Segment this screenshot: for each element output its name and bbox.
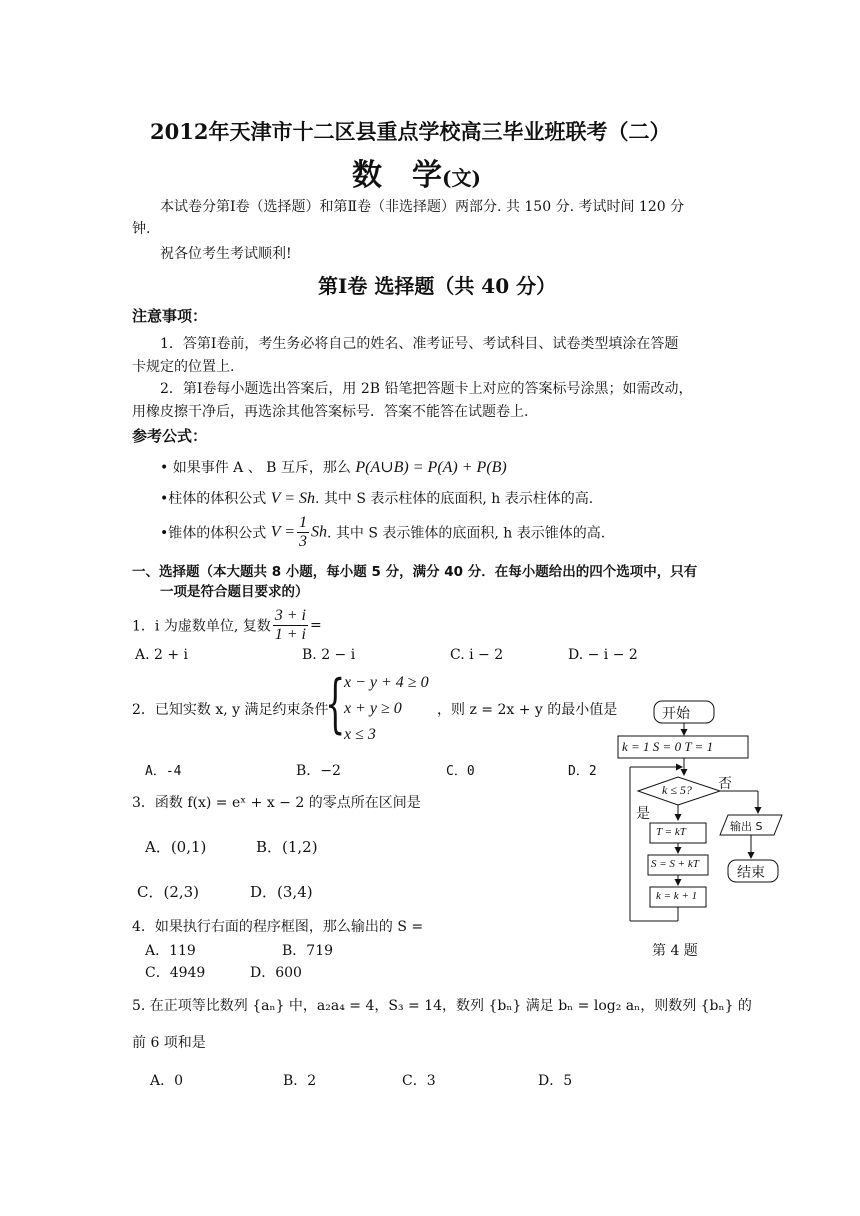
formula-3-rhs: Sh [311, 523, 327, 541]
intro-line-1: 本试卷分第Ⅰ卷（选择题）和第Ⅱ卷（非选择题）两部分. 共 150 分. 考试时间 120 分 [160, 199, 685, 215]
question-1 [132, 607, 322, 644]
formula-3-text: •锥体的体积公式 [160, 525, 271, 542]
q5-option-c: C．3 [402, 1073, 436, 1089]
subject-title: 数 学 [352, 158, 442, 193]
q3-option-a: A．(0,1) [145, 838, 207, 856]
q1-den: 1 + i [274, 626, 306, 643]
q5-option-a: A．0 [150, 1073, 184, 1089]
flow-init-label: k = 1 S = 0 T = 1 [622, 739, 714, 754]
q3-option-d: D．(3,4) [250, 883, 313, 901]
q5-stem: 5. 在正项等比数列 {aₙ} 中，a₂a₄ = 4，S₃ = 14，数列 {bₙ} 满足 bₙ = log₂ aₙ，则数列 {bₙ} 的 [132, 998, 752, 1014]
formula-2 [160, 488, 593, 508]
notice-2b: 用橡皮擦干净后，再选涂其他答案标号．答案不能答在试题卷上. [132, 404, 529, 420]
flow-step2-label: S = S + kT [651, 858, 699, 870]
wish-line: 祝各位考生考试顺利! [160, 246, 292, 262]
formula-2-desc: . 其中 S 表示柱体的底面积, h 表示柱体的高. [315, 491, 594, 507]
q2-option-a: A．-4 [145, 764, 182, 779]
q2-option-b: B．−2 [296, 763, 341, 779]
flow-no-label: 否 [718, 776, 732, 792]
q1-option-d: D. − i − 2 [568, 647, 638, 663]
notice-heading: 注意事项： [132, 307, 208, 325]
formula-3 [160, 514, 605, 551]
notice-2a: 2．第Ⅰ卷每小题选出答案后，用 2B 铅笔把答题卡上对应的答案标号涂黑；如需改动， [160, 381, 693, 397]
intro-line-2: 钟. [132, 221, 151, 237]
q5-option-b: B．2 [283, 1073, 317, 1089]
q1-option-b: B. 2 − i [302, 647, 356, 663]
flow-end-label: 结束 [737, 865, 765, 881]
figure-caption: 第 4 题 [652, 943, 698, 959]
q1-num: 3 + i [274, 607, 306, 624]
formula-3-lhs: V = [270, 523, 295, 541]
formula-1 [160, 457, 507, 477]
formula-3-den: 3 [299, 533, 307, 550]
q4-option-c: C．4949 [145, 965, 206, 981]
q3-option-b: B．(1,2) [256, 838, 318, 856]
q1-eq: = [310, 617, 322, 634]
formula-3-num: 1 [299, 514, 307, 531]
flow-yes-label: 是 [636, 806, 650, 822]
subject-heading [352, 150, 481, 194]
flow-cond-label: k ≤ 5? [662, 783, 692, 797]
q5-stem-2: 前 6 项和是 [132, 1035, 206, 1051]
q2-constraint-2: x + y ≥ 0 [344, 700, 402, 717]
q1-option-a: A. 2 + i [135, 647, 189, 663]
formula-3-desc: . 其中 S 表示锥体的底面积, h 表示锥体的高. [327, 525, 606, 542]
q2-constraint-1: x − y + 4 ≥ 0 [344, 674, 429, 691]
q4-stem: 4．如果执行右面的程序框图，那么输出的 S = [132, 919, 424, 935]
section-heading-2: 一项是符合题目要求的） [160, 584, 309, 600]
q2-constraint-3: x ≤ 3 [344, 726, 376, 743]
flow-start-label: 开始 [662, 706, 690, 722]
formula-heading: 参考公式： [132, 427, 208, 445]
q1-fraction [273, 607, 308, 644]
section-heading-1: 一、选择题（本大题共 8 小题，每小题 5 分，满分 40 分．在每小题给出的四个选项中，只有 [132, 564, 698, 580]
subject-suffix: (文) [442, 166, 481, 190]
flow-step3-label: k = k + 1 [656, 890, 698, 902]
q1-stem: 1．i 为虚数单位, 复数 [132, 618, 271, 635]
q3-option-c: C．(2,3) [137, 883, 200, 901]
q4-option-d: D．600 [250, 965, 302, 981]
q5-option-d: D．5 [538, 1073, 573, 1089]
exam-title: 2012年天津市十二区县重点学校高三毕业班联考（二） [150, 119, 671, 144]
q4-option-b: B．719 [282, 943, 334, 959]
q1-option-c: C. i − 2 [450, 647, 504, 663]
formula-1-text: • 如果事件 A 、 B 互斥，那么 [160, 460, 356, 476]
q2-option-d: D．2 [568, 764, 597, 779]
notice-1a: 1．答第Ⅰ卷前，考生务必将自己的姓名、准考证号、考试科目、试卷类型填涂在答题 [160, 336, 679, 352]
formula-3-fraction [297, 514, 309, 551]
q4-option-a: A．119 [145, 943, 196, 959]
q2-option-c: C．0 [446, 764, 475, 779]
notice-1b: 卡规定的位置上. [132, 359, 235, 375]
q2-stem-tail: ，则 z = 2x + y 的最小值是 [437, 702, 618, 718]
formula-2-text: •柱体的体积公式 [160, 491, 271, 507]
formula-2-math: V = Sh [270, 490, 315, 507]
flowchart [610, 695, 800, 930]
part1-title: 第Ⅰ卷 选择题（共 40 分） [318, 274, 557, 298]
q2-stem: 2．已知实数 x, y 满足约束条件 [132, 702, 329, 718]
formula-1-math: P(A∪B) = P(A) + P(B) [355, 459, 507, 476]
flow-step1-label: T = kT [656, 826, 686, 838]
q2-brace: { [325, 667, 346, 741]
q3-stem: 3．函数 f(x) = eˣ + x − 2 的零点所在区间是 [132, 795, 421, 811]
flow-output-label: 输出 S [730, 820, 763, 833]
